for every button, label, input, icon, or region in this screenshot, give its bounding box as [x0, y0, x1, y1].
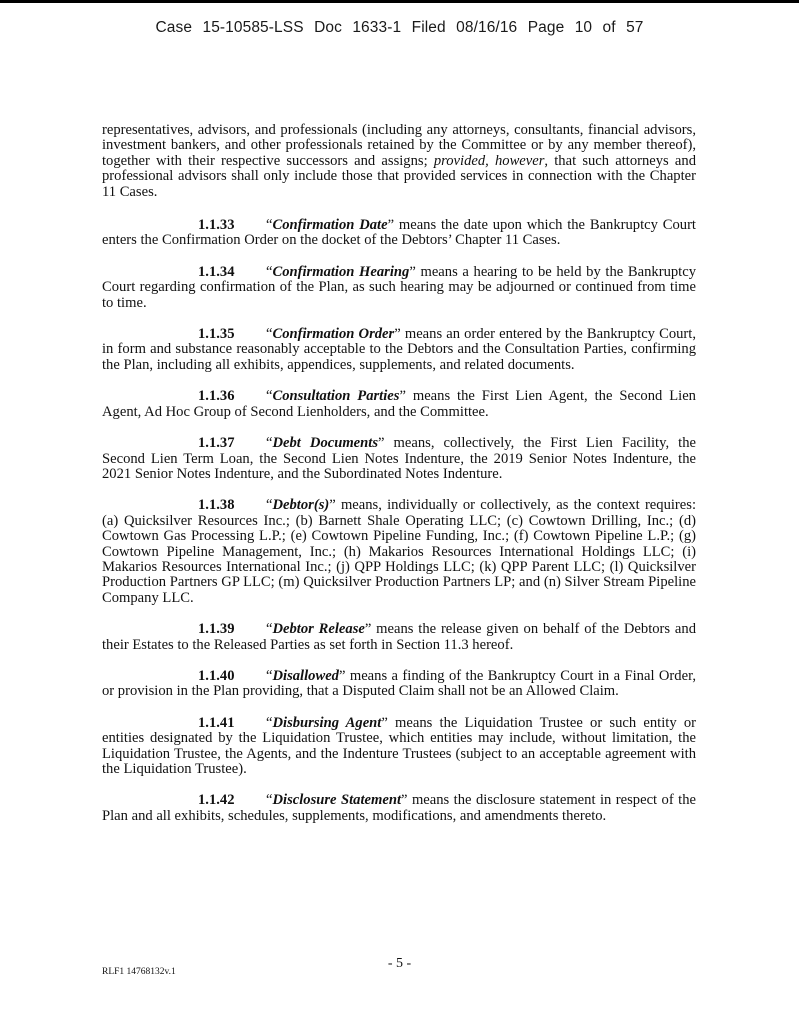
definitions-list [102, 218, 696, 824]
case-number: Case 15-10585-LSS [155, 19, 304, 36]
defined-term: Disclosure Statement [272, 792, 401, 809]
definition-text: means the disclosure statement in respect of the Plan and all exhibits, schedules, supplements, modifications, and amendments thereto. [102, 792, 696, 824]
document-body [102, 123, 696, 840]
definition-paragraph: 1.1.42 “Disclosure Statement” means the disclosure statement in respect of the Plan and all exhibits, schedules, supplements, modifications, and amendments thereto. [102, 792, 696, 824]
defined-term: Confirmation Order [272, 326, 395, 343]
definition-paragraph: 1.1.38 “Debtor(s)” means, individually or collectively, as the context requires: (a) Quicksilver Resources Inc.; (b) Barnett Shale Operating LLC; (c) Cowtown Drilling, Inc.; (d) Cowtown Gas Processing L.P.; (e) Cowtown Pipeline Funding, Inc.; (f) Cowtown Pipeline L.P.; (g) Cowtown Pipeline Management, Inc.; (h) Makarios Resources International Holdings LLC; (i) Makarios Resources International Inc.; (j) QPP Holdings LLC; (k) QPP Parent LLC; (l) Quicksilver Production Partners GP LLC; (m) Quicksilver Production Partners LP; and (n) Silver Stream Pipeline Company LLC. [102, 497, 696, 606]
page-indicator: Page 10 of 57 [527, 19, 644, 36]
definition-paragraph: 1.1.33 “Confirmation Date” means the date upon which the Bankruptcy Court enters the Confirmation Order on the docket of the Debtors’ Chapter 11 Cases. [102, 217, 696, 249]
definition-text: means the First Lien Agent, the Second Lien Agent, Ad Hoc Group of Second Lienholders, and the Committee. [102, 388, 696, 420]
definition-text: means the Liquidation Trustee or such entity or entities designated by the Liquidation Trustee, which entities may include, without limitation, the Liquidation Trustee, the Agents, and the Indenture Trustees (subject to an acceptable agreement with the Liquidation Trustee). [102, 714, 696, 777]
intro-italic: provided, however [433, 152, 545, 169]
definition-text: means, collectively, the First Lien Facility, the Second Lien Term Loan, the Second Lien Notes Indenture, the 2019 Senior Notes Indenture, the 2021 Senior Notes Indenture, and the Subordinated Notes Indenture. [102, 435, 696, 482]
defined-term: Disallowed [272, 667, 339, 684]
definition-paragraph: 1.1.40 “Disallowed” means a finding of the Bankruptcy Court in a Final Order, or provision in the Plan providing, that a Disputed Claim shall not be an Allowed Claim. [102, 667, 696, 700]
definition-paragraph: 1.1.41 “Disbursing Agent” means the Liquidation Trustee or such entity or entities designated by the Liquidation Trustee, which entities may include, without limitation, the Liquidation Trustee, the Agents, and the Indenture Trustees (subject to an acceptable agreement with the Liquidation Trustee). [102, 714, 696, 777]
defined-term: Disbursing Agent [272, 714, 382, 731]
defined-term: Consultation Parties [272, 388, 400, 405]
document-reference: RLF1 14768132v.1 [102, 967, 176, 977]
definition-paragraph: 1.1.35 “Confirmation Order” means an order entered by the Bankruptcy Court, in form and substance reasonably acceptable to the Debtors and the Consultation Parties, confirming the Plan, including all exhibits, appendices, supplements, and related documents. [102, 326, 696, 373]
filed-date: Filed 08/16/16 [411, 19, 518, 36]
definition-paragraph: 1.1.39 “Debtor Release” means the release given on behalf of the Debtors and their Estates to the Released Parties as set forth in Section 11.3 hereof. [102, 621, 696, 653]
filing-header [0, 19, 799, 37]
doc-number: Doc 1633-1 [314, 19, 402, 36]
definition-text: means, individually or collectively, as the context requires: (a) Quicksilver Resources Inc.; (b) Barnett Shale Operating LLC; (c) Cowtown Drilling, Inc.; (d) Cowtown Gas Processing L.P.; (e) Cowtown Pipeline Funding, Inc.; (f) Cowtown Pipeline L.P.; (g) Cowtown Pipeline Management, Inc.; (h) Makarios Resources International Holdings LLC; (i) Makarios Resources International Inc.; (j) QPP Holdings LLC; (k) QPP Parent LLC; (l) Quicksilver Production Partners GP LLC; (m) Quicksilver Production Partners LP; and (n) Silver Stream Pipeline Company LLC. [102, 497, 696, 606]
defined-term: Debt Documents [272, 435, 379, 452]
defined-term: Confirmation Hearing [272, 263, 410, 280]
section-number: 1.1.35 [198, 326, 235, 343]
page-number: - 5 - [387, 956, 412, 971]
section-number: 1.1.34 [198, 263, 235, 280]
section-number: 1.1.38 [198, 497, 235, 514]
defined-term: Debtor Release [272, 621, 365, 638]
defined-term: Debtor(s) [272, 497, 330, 514]
section-number: 1.1.41 [198, 714, 235, 731]
intro-text-a: representatives, advisors, and professionals (including any attorneys, consultants, financial advisors, investment bankers, and other professionals retained by the Committee or by any member thereof), together with their respective successors and assigns; [102, 122, 696, 169]
definition-paragraph: 1.1.34 “Confirmation Hearing” means a hearing to be held by the Bankruptcy Court regarding confirmation of the Plan, as such hearing may be adjourned or continued from time to time. [102, 263, 696, 311]
section-number: 1.1.39 [198, 621, 235, 638]
section-number: 1.1.40 [198, 667, 235, 684]
definition-text: means a finding of the Bankruptcy Court in a Final Order, or provision in the Plan providing, that a Disputed Claim shall not be an Allowed Claim. [102, 667, 696, 700]
definition-text: means an order entered by the Bankruptcy Court, in form and substance reasonably acceptable to the Debtors and the Consultation Parties, confirming the Plan, including all exhibits, appendices, supplements, and related documents. [102, 326, 696, 373]
definition-paragraph: 1.1.36 “Consultation Parties” means the First Lien Agent, the Second Lien Agent, Ad Hoc Group of Second Lienholders, and the Committee. [102, 388, 696, 420]
intro-paragraph [102, 123, 696, 200]
intro-text-b: , that such attorneys and professional advisors shall only include those that provided services in connection with the Chapter 11 Cases. [102, 152, 696, 200]
definition-paragraph: 1.1.37 “Debt Documents” means, collectively, the First Lien Facility, the Second Lien Term Loan, the Second Lien Notes Indenture, the 2019 Senior Notes Indenture, the 2021 Senior Notes Indenture, and the Subordinated Notes Indenture. [102, 435, 696, 482]
top-border [0, 0, 799, 3]
section-number: 1.1.36 [198, 388, 235, 405]
definition-text: means the release given on behalf of the Debtors and their Estates to the Released Parties as set forth in Section 11.3 hereof. [102, 621, 696, 653]
section-number: 1.1.37 [198, 435, 235, 452]
definition-text: means a hearing to be held by the Bankruptcy Court regarding confirmation of the Plan, as such hearing may be adjourned or continued from time to time. [102, 263, 696, 311]
definition-text: means the date upon which the Bankruptcy Court enters the Confirmation Order on the docket of the Debtors’ Chapter 11 Cases. [102, 217, 696, 249]
section-number: 1.1.42 [198, 792, 235, 809]
section-number: 1.1.33 [198, 217, 235, 234]
defined-term: Confirmation Date [272, 217, 388, 234]
